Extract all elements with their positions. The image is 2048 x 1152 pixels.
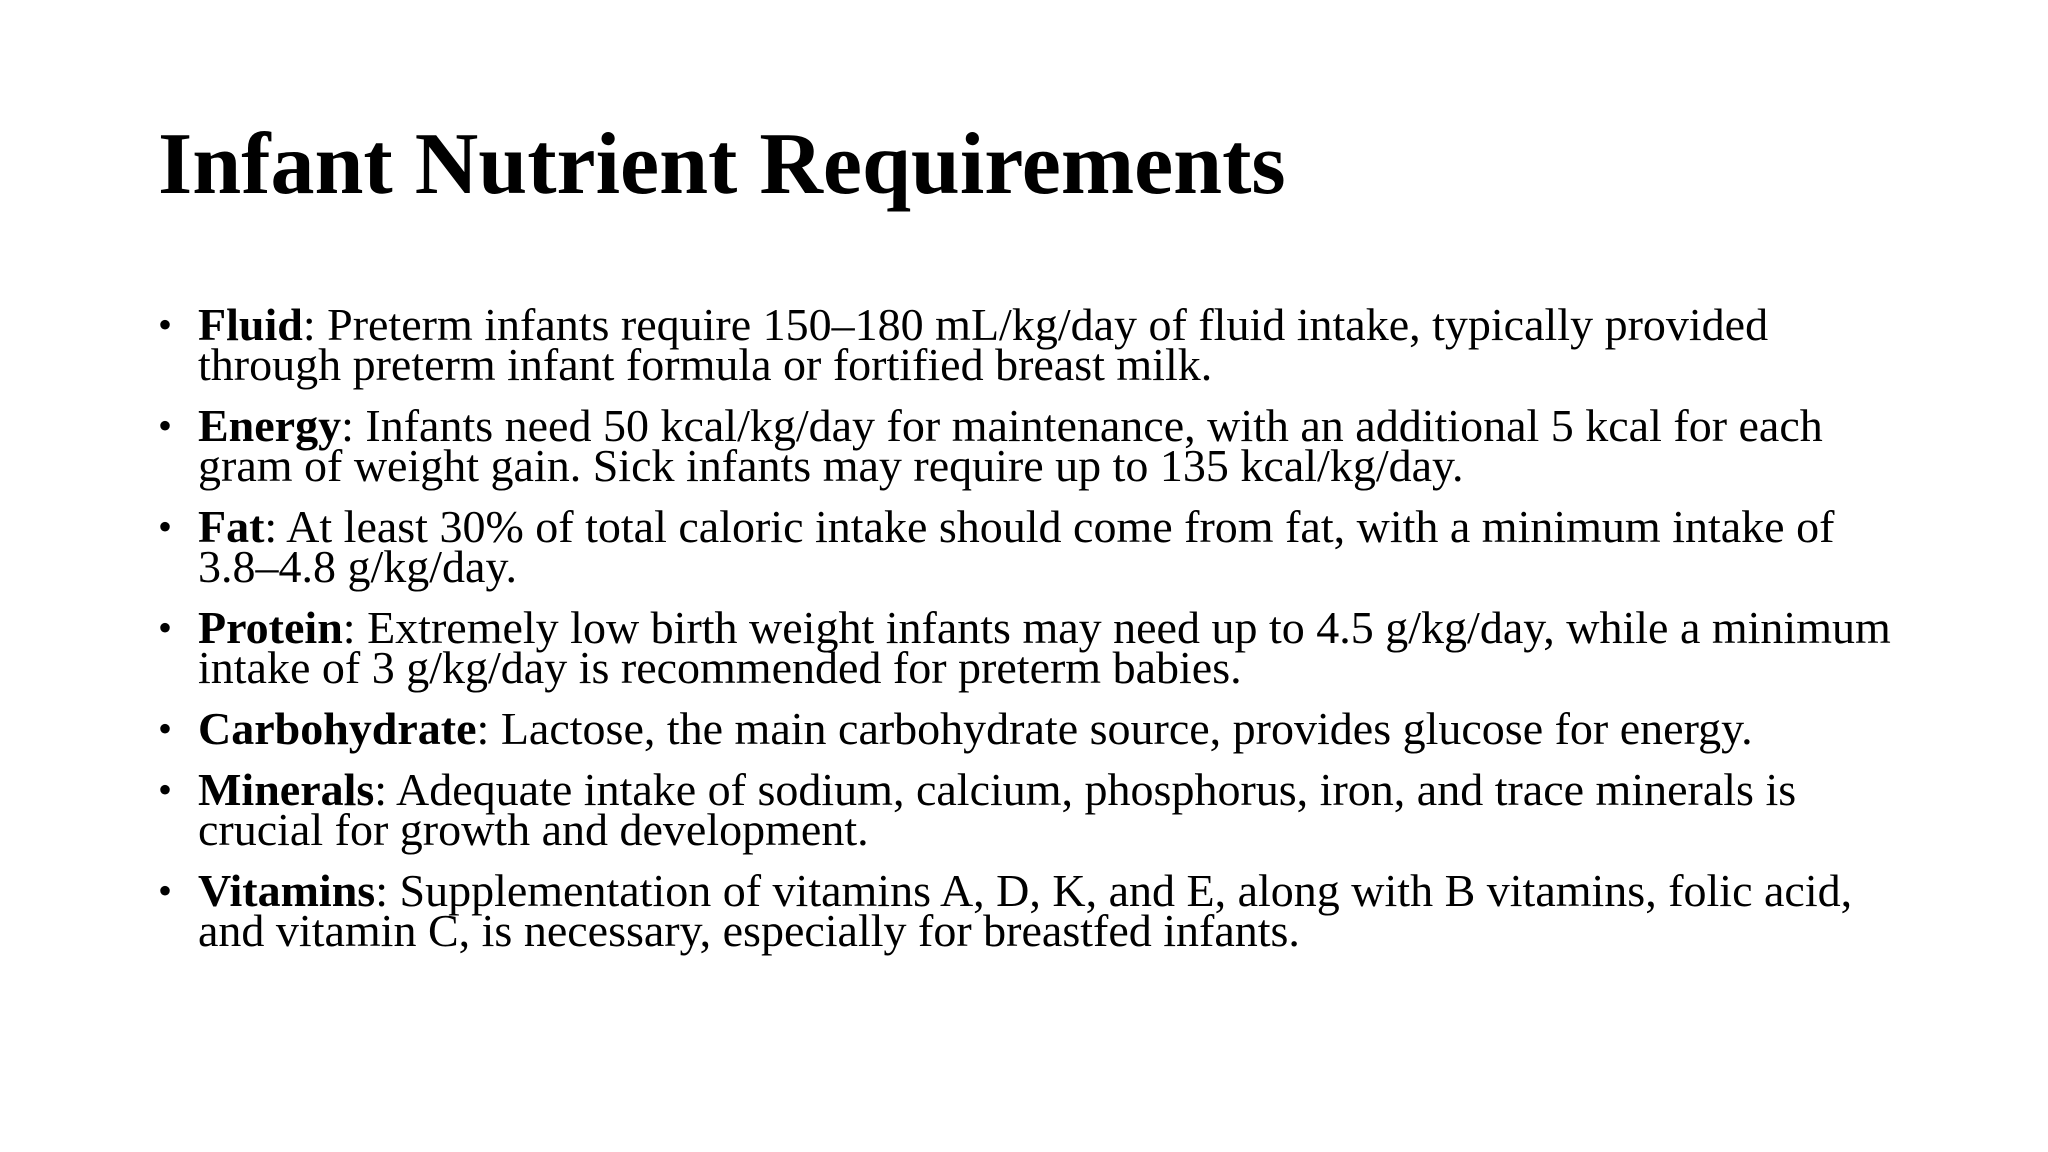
bullet-text: : Supplementation of vitamins A, D, K, and E, along with B vitamins, folic acid, and vitamin C, is necessary, especially for breastfed infants. (198, 865, 1853, 956)
bullet-marker-icon: • (158, 605, 173, 650)
bullet-marker-icon: • (158, 767, 173, 812)
bullet-item-carbohydrate (158, 703, 1918, 754)
bullet-marker-icon: • (158, 868, 173, 913)
bullet-marker-icon: • (158, 504, 173, 549)
bullet-marker-icon: • (158, 302, 173, 347)
bullet-term: Minerals (198, 764, 375, 815)
bullet-text: : Preterm infants require 150–180 mL/kg/day of fluid intake, typically provided through preterm infant formula or fortified breast milk. (198, 299, 1769, 390)
slide-title: Infant Nutrient Requirements (158, 116, 1286, 213)
bullet-term: Energy (198, 400, 342, 451)
bullet-term: Vitamins (198, 865, 376, 916)
bullet-term: Carbohydrate (198, 703, 477, 754)
bullet-item-fat (158, 501, 1918, 592)
bullet-item-fluid (158, 299, 1918, 390)
bullet-text: : Lactose, the main carbohydrate source, provides glucose for energy. (476, 703, 1753, 754)
bullet-text: : Infants need 50 kcal/kg/day for maintenance, with an additional 5 kcal for each gram of weight gain. Sick infants may require up to 135 kcal/kg/day. (198, 400, 1823, 491)
bullet-term: Fluid (198, 299, 303, 350)
bullet-item-energy (158, 400, 1918, 491)
bullet-marker-icon: • (158, 706, 173, 751)
bullet-item-protein (158, 602, 1918, 693)
bullet-term: Fat (198, 501, 265, 552)
bullet-text: : Extremely low birth weight infants may need up to 4.5 g/kg/day, while a minimum intake of 3 g/kg/day is recommended for preterm babies. (198, 602, 1891, 693)
bullet-item-minerals (158, 764, 1918, 855)
bullet-term: Protein (198, 602, 343, 653)
bullet-list (158, 299, 1918, 972)
bullet-marker-icon: • (158, 403, 173, 448)
bullet-text: : Adequate intake of sodium, calcium, phosphorus, iron, and trace minerals is crucial for growth and development. (198, 764, 1797, 855)
bullet-text: : At least 30% of total caloric intake should come from fat, with a minimum intake of 3.8–4.8 g/kg/day. (198, 501, 1835, 592)
bullet-item-vitamins (158, 865, 1918, 956)
